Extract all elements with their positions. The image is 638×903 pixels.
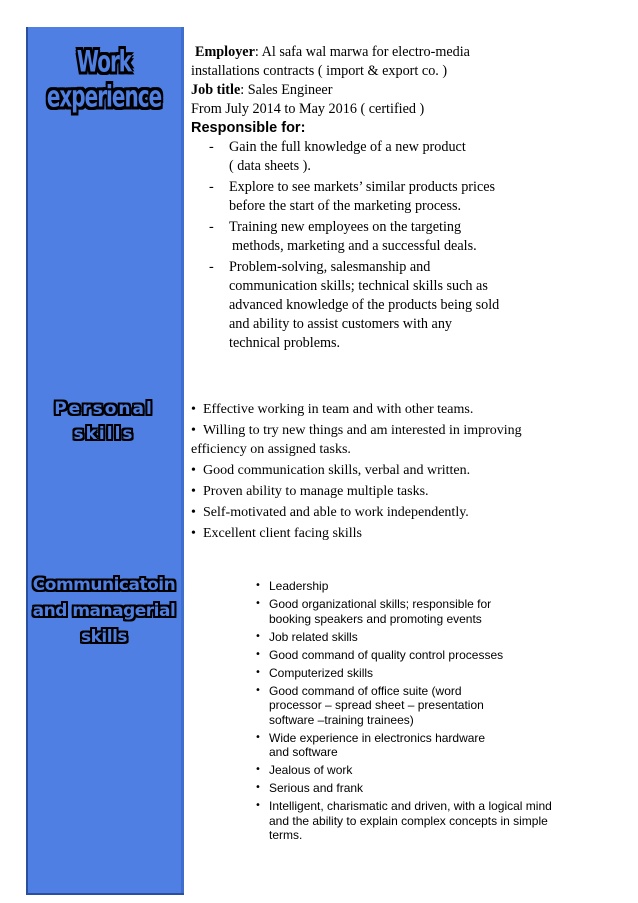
responsibility-line: communication skills; technical skills such as <box>229 278 488 294</box>
personal-skill-item <box>191 400 631 419</box>
comm-skill-item <box>255 630 625 645</box>
comm-skill-line: Good organizational skills; responsible for <box>269 597 492 611</box>
comm-skill-item <box>255 684 625 728</box>
bullet-icon: • <box>255 666 261 678</box>
comm-skill-line: software –training trainees) <box>269 712 414 727</box>
personal-skill-item <box>191 482 631 501</box>
bullet-icon: • <box>255 800 261 811</box>
comm-skill-item <box>255 799 625 843</box>
comm-skill-item <box>255 781 625 796</box>
bullet-icon: • <box>255 598 261 609</box>
comm-skill-item <box>255 666 625 681</box>
personal-title-line-1: Personal <box>54 399 154 419</box>
dash-marker: - <box>209 139 214 155</box>
dash-marker: - <box>209 179 214 195</box>
section-title-work-experience <box>26 44 182 114</box>
comm-title-line-1: Communicatoin <box>32 575 176 595</box>
bullet-icon: • <box>255 684 261 696</box>
bullet-icon: • <box>255 630 261 642</box>
bullet-icon: • <box>191 402 196 417</box>
comm-skill-item <box>255 763 625 778</box>
responsibility-text <box>229 218 631 256</box>
responsibility-item <box>191 178 631 216</box>
personal-skill-text: Self-motivated and able to work independently. <box>203 505 469 520</box>
communication-skills-list <box>255 579 625 846</box>
period-line: From July 2014 to May 2016 ( certified ) <box>191 101 425 117</box>
comm-skill-text <box>269 781 625 796</box>
job-title-value: : Sales Engineer <box>240 82 333 98</box>
responsibility-line: and ability to assist customers with any <box>229 316 453 332</box>
comm-skill-text <box>269 630 625 645</box>
employer-value: : Al safa wal marwa for electro-media <box>254 44 470 60</box>
job-title-label: Job title <box>191 82 241 98</box>
work-title-text: Work experience <box>46 44 162 114</box>
responsibilities-list <box>191 138 631 353</box>
personal-skill-text: Excellent client facing skills <box>203 526 363 541</box>
personal-skill-item <box>191 524 631 543</box>
bullet-icon: • <box>255 648 261 660</box>
personal-skill-text: Willing to try new things and am interested in improving <box>203 423 522 438</box>
comm-skill-line: and software <box>269 745 338 759</box>
comm-skill-text <box>269 731 625 760</box>
responsibility-item <box>191 138 631 176</box>
comm-skill-text <box>269 666 625 681</box>
comm-skill-line: Job related skills <box>269 629 358 644</box>
comm-skill-text <box>269 648 625 663</box>
responsibility-line: ( data sheets ). <box>229 158 311 174</box>
personal-skill-text-cont: efficiency on assigned tasks. <box>191 442 351 457</box>
responsibility-line: methods, marketing and a successful deals. <box>232 238 477 254</box>
responsibility-line: technical problems. <box>229 335 341 351</box>
comm-skill-text <box>269 799 625 843</box>
bullet-icon: • <box>191 463 196 478</box>
bullet-icon: • <box>255 782 261 793</box>
comm-title-line-3: skills <box>80 627 128 647</box>
comm-skill-line: Computerized skills <box>269 665 374 680</box>
comm-skill-text <box>269 684 625 728</box>
responsibility-text <box>229 258 631 353</box>
responsibility-line: before the start of the marketing process. <box>229 198 462 214</box>
comm-skill-line: Good command of office suite (word <box>269 683 462 698</box>
section-title-communication-skills <box>26 572 182 650</box>
bullet-icon: • <box>255 764 261 775</box>
responsibility-line: Training new employees on the targeting <box>229 219 462 235</box>
personal-skill-text: Good communication skills, verbal and written. <box>203 463 471 478</box>
bullet-icon: • <box>191 526 196 541</box>
responsibility-line: Problem-solving, salesmanship and <box>229 259 431 275</box>
job-title-line <box>191 81 631 100</box>
personal-skill-item <box>191 461 631 480</box>
comm-skill-line: Serious and frank <box>269 781 364 795</box>
comm-skill-text <box>269 579 625 594</box>
comm-skill-line: Wide experience in electronics hardware <box>269 730 486 745</box>
responsibility-line: advanced knowledge of the products being sold <box>229 297 500 313</box>
personal-skill-text: Proven ability to manage multiple tasks. <box>203 484 429 499</box>
sidebar-panel <box>26 27 184 895</box>
personal-skill-item <box>191 421 631 459</box>
responsibility-item <box>191 258 631 353</box>
responsibility-line: Explore to see markets’ similar products prices <box>229 179 496 195</box>
comm-skill-text <box>269 763 625 778</box>
personal-title-line-2: skills <box>73 424 135 444</box>
employer-line <box>191 43 631 62</box>
responsible-heading: Responsible for: <box>191 120 306 136</box>
comm-skill-item <box>255 597 625 626</box>
comm-title-line-2: and managerial <box>32 601 176 621</box>
comm-skill-line: processor – spread sheet – presentation <box>269 698 484 712</box>
comm-skill-line: Intelligent, charismatic and driven, with a logical mind <box>269 799 552 813</box>
responsibility-item <box>191 218 631 256</box>
section-title-personal-skills <box>26 397 182 447</box>
work-experience-section <box>191 43 631 353</box>
personal-skill-text: Effective working in team and with other teams. <box>203 402 474 417</box>
comm-skill-line: Leadership <box>269 579 329 593</box>
responsibility-text <box>229 178 631 216</box>
employer-label: Employer <box>195 44 255 60</box>
responsibility-text <box>229 138 631 176</box>
comm-skill-text <box>269 597 625 626</box>
responsibility-line: Gain the full knowledge of a new product <box>229 139 466 155</box>
employer-line-2: installations contracts ( import & export co. ) <box>191 63 448 79</box>
bullet-icon: • <box>255 731 261 743</box>
bullet-icon: • <box>255 580 261 591</box>
personal-skills-list <box>191 400 631 545</box>
bullet-icon: • <box>191 423 196 438</box>
personal-skill-item <box>191 503 631 522</box>
dash-marker: - <box>209 219 214 235</box>
comm-skill-item <box>255 731 625 760</box>
comm-skill-line: Jealous of work <box>269 763 353 777</box>
dash-marker: - <box>209 259 214 275</box>
comm-skill-line: terms. <box>269 828 303 842</box>
comm-skill-item <box>255 579 625 594</box>
bullet-icon: • <box>191 505 196 520</box>
bullet-icon: • <box>191 484 196 499</box>
comm-skill-line: booking speakers and promoting events <box>269 611 482 626</box>
comm-skill-line: and the ability to explain complex concepts in simple <box>269 813 548 828</box>
comm-skill-line: Good command of quality control processes <box>269 647 504 662</box>
comm-skill-item <box>255 648 625 663</box>
